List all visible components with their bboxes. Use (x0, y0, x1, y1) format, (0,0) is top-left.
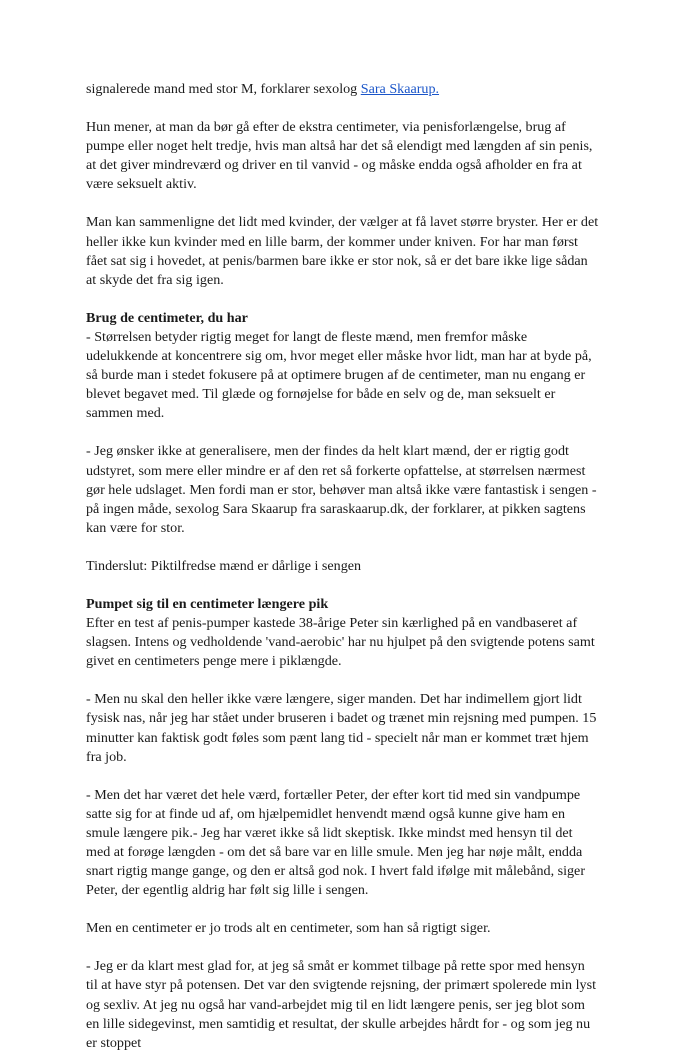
paragraph-6: Tinderslut: Piktilfredse mænd er dårlige i sengen (86, 557, 362, 574)
paragraph-2: Hun mener, at man da bør gå efter de ekstra centimeter, via penisforlængelse, brug af pumpe eller noget helt tredje, hvis man altså har det så elendigt med længden af sin penis, at det giver mindreværd og driver en til vanvid - og måske endda også afholder en fra at være seksuelt aktiv. (86, 119, 593, 193)
paragraph-5: - Jeg ønsker ikke at generalisere, men der findes da helt klart mænd, der er rigtig godt udstyret, som mere eller mindre er af den ret så forkerte opfattelse, at størrelsen nærmest gør hele udslaget. Men fordi man er stor, behøver man altså ikke være fantastisk i sengen - på ingen måde, sexolog Sara Skaarup fra saraskaarup.dk, der forklarer, at pikken sagtens kan være for stor. (86, 443, 597, 536)
paragraph-10: Men en centimeter er jo trods alt en centimeter, som han så rigtigt siger. (86, 920, 491, 937)
section-heading-1: Brug de centimeter, du har (86, 309, 248, 326)
section-heading-2: Pumpet sig til en centimeter længere pik (86, 595, 329, 612)
paragraph-11: - Jeg er da klart mest glad for, at jeg så småt er kommet tilbage på rette spor med hensyn til at have styr på potensen. Det var den svigtende rejsning, der primært spolerede min lyst og sexliv. At jeg nu også har vand-arbejdet mig til en lidt længere penis, ser jeg blot som en lille sidegevinst, men samtidig et resultat, der skulle arbejdes hårdt for - og som jeg nu er stoppet (86, 958, 596, 1051)
paragraph-1-text: signalerede mand med stor M, forklarer sexolog (86, 81, 361, 97)
article-body (86, 80, 600, 1053)
paragraph-7: Efter en test af penis-pumper kastede 38-årige Peter sin kærlighed på en vandbaseret af slagsen. Intens og vedholdende 'vand-aerobic' har nu hjulpet på den svigtende potens samt givet en centimeters penge mere i piklængde. (86, 615, 595, 670)
paragraph-8: - Men nu skal den heller ikke være længere, siger manden. Det har indimellem gjort lidt fysisk nas, når jeg har stået under bruseren i badet og trænet min rejsning med pumpen. 15 minutter kan faktisk godt føles som pænt lang tid - specielt når man er kommet træt hjem fra job. (86, 691, 597, 765)
paragraph-1 (86, 80, 600, 99)
paragraph-9: - Men det har været det hele værd, fortæller Peter, der efter kort tid med sin vandpumpe satte sig for at finde ud af, om hjælpemidlet henvendt mænd også kunne give ham en smule længere pik.- Jeg har været ikke så lidt skeptisk. Ikke mindst med hensyn til det med at forøge længden - om det så bare var en lille smule. Men jeg har nøje målt, endda snart rigtig mange gange, og den er altså god nok. I hvert fald ifølge mit målebånd, siger Peter, der egentlig aldrig har følt sig lille i sengen. (86, 786, 586, 899)
paragraph-4: - Størrelsen betyder rigtig meget for langt de fleste mænd, men fremfor måske udelukkende at koncentrere sig om, hvor meget eller måske hvor lidt, man har at byde på, så burde man i stedet fokusere på at optimere brugen af de centimeter, man nu engang er blevet begavet med. Til glæde og fornøjelse for både en selv og de, man seksuelt er sammen med. (86, 328, 592, 422)
paragraph-3: Man kan sammenligne det lidt med kvinder, der vælger at få lavet større bryster. Her er det heller ikke kun kvinder med en lille barm, der kommer under kniven. For har man først fået sat sig i hovedet, at penis/barmen bare ikke er stor nok, så er det bare ikke lige sådan at skyde det fra sig igen. (86, 214, 599, 288)
sara-skaarup-link[interactable]: Sara Skaarup. (360, 81, 440, 97)
